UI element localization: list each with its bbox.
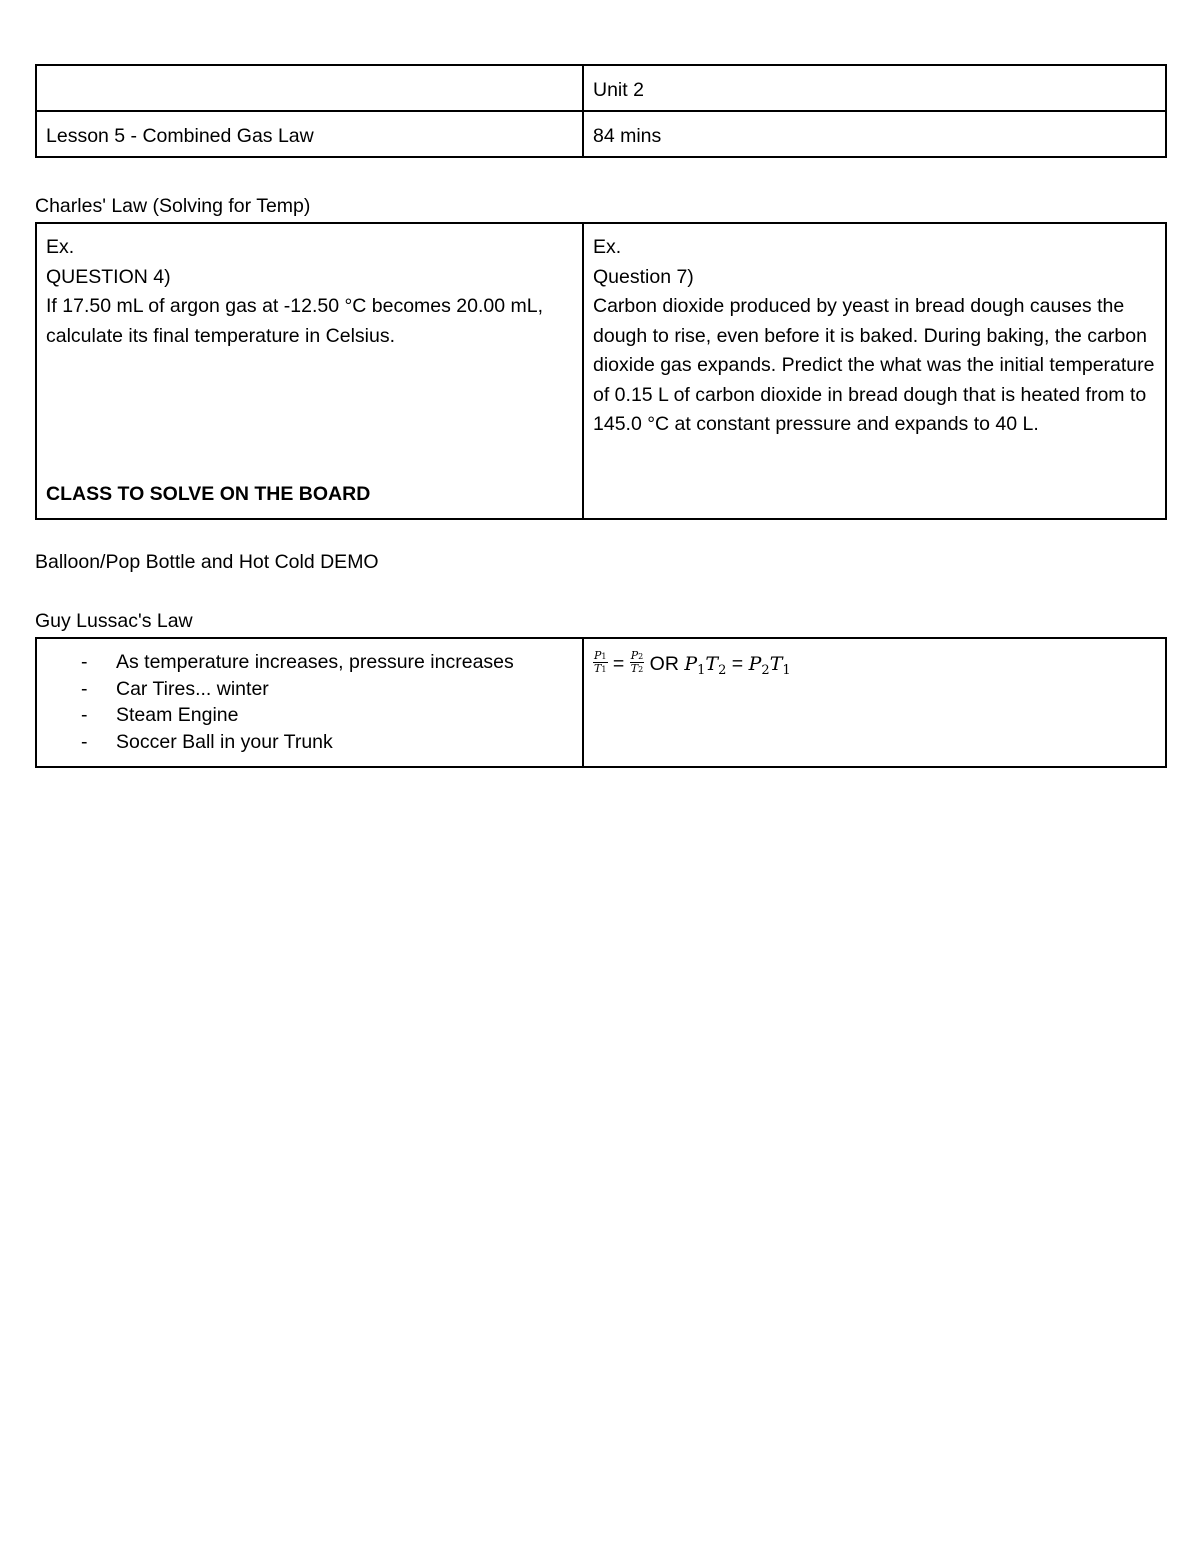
math-var: P bbox=[630, 649, 639, 663]
charles-law-table bbox=[35, 222, 1167, 520]
charles-row bbox=[36, 223, 1166, 519]
header-row-unit bbox=[36, 65, 1166, 111]
unit-cell: Unit 2 bbox=[583, 65, 1166, 111]
question-label: QUESTION 4) bbox=[46, 265, 171, 288]
header-empty-cell bbox=[36, 65, 583, 111]
equals-sign: = bbox=[731, 653, 744, 675]
math-var: P bbox=[594, 649, 602, 663]
or-label: OR bbox=[649, 653, 679, 675]
math-sub: 1 bbox=[782, 663, 791, 678]
gay-lussac-formula bbox=[593, 649, 1156, 686]
gay-lussac-heading: Guy Lussac's Law bbox=[35, 610, 193, 632]
header-row-lesson bbox=[36, 111, 1166, 157]
charles-right-cell bbox=[583, 223, 1166, 519]
math-sub: 2 bbox=[761, 663, 770, 678]
list-item: - Steam Engine bbox=[46, 702, 573, 729]
question-label: Question 7) bbox=[593, 265, 694, 288]
math-var: T bbox=[705, 653, 719, 675]
demo-heading: Balloon/Pop Bottle and Hot Cold DEMO bbox=[35, 551, 379, 573]
list-item: - Soccer Ball in your Trunk bbox=[46, 729, 573, 756]
math-var: T bbox=[630, 662, 639, 676]
gay-lussac-formula-cell bbox=[583, 638, 1166, 767]
math-sub: 1 bbox=[601, 652, 607, 662]
charles-law-heading: Charles' Law (Solving for Temp) bbox=[35, 195, 311, 217]
lesson-header-table bbox=[35, 64, 1167, 158]
math-sub: 2 bbox=[638, 665, 644, 675]
fraction-p2-t2 bbox=[630, 650, 645, 675]
duration-cell: 84 mins bbox=[583, 111, 1166, 157]
class-solve-note: CLASS TO SOLVE ON THE BOARD bbox=[46, 483, 371, 505]
question-text: Carbon dioxide produced by yeast in bread dough causes the dough to rise, even before it is baked. During baking, the carbon dioxide gas expands. Predict the what was the initial temperature of 0.15 L of carbon dioxide in bread dough that is heated from to 145.0 °C at constant pressure and expands to 40 L. bbox=[593, 295, 1155, 435]
math-var: T bbox=[594, 662, 602, 676]
example-label: Ex. bbox=[46, 236, 75, 258]
gay-lussac-table bbox=[35, 637, 1167, 768]
math-sub: 1 bbox=[697, 663, 706, 678]
math-var: T bbox=[769, 653, 783, 675]
example-label: Ex. bbox=[593, 236, 622, 258]
list-item: - Car Tires... winter bbox=[46, 676, 573, 703]
bullet-list bbox=[46, 649, 573, 755]
gay-lussac-row bbox=[36, 638, 1166, 767]
lesson-title-cell: Lesson 5 - Combined Gas Law bbox=[36, 111, 583, 157]
math-sub: 1 bbox=[601, 665, 607, 675]
fraction-p1-t1 bbox=[593, 650, 608, 675]
question-text: If 17.50 mL of argon gas at -12.50 °C becomes 20.00 mL, calculate its final temperature in Celsius. bbox=[46, 295, 544, 347]
charles-left-cell bbox=[36, 223, 583, 519]
math-sub: 2 bbox=[718, 663, 727, 678]
list-item: - As temperature increases, pressure increases bbox=[46, 649, 573, 676]
equals-sign: = bbox=[612, 653, 625, 675]
math-sub: 2 bbox=[638, 652, 644, 662]
gay-lussac-bullets-cell bbox=[36, 638, 583, 767]
math-var: P bbox=[684, 653, 698, 675]
math-var: P bbox=[748, 653, 762, 675]
